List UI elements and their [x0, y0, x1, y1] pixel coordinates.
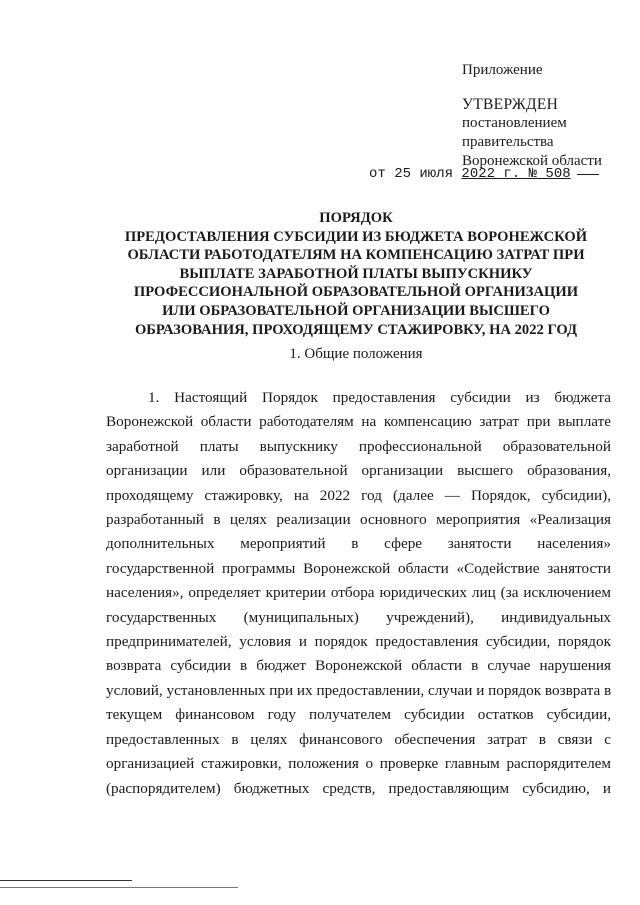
body-line: предоставленных в целях финансового обеспечения затрат в связи с [106, 730, 611, 748]
approved-by-line: Воронежской области [462, 153, 602, 169]
body-line: разработанный в целях реализации основного мероприятия «Реализация [106, 511, 611, 529]
footer-rule [0, 887, 238, 888]
approved-by-line: правительства [462, 134, 554, 150]
body-line: проходящему стажировку, на 2022 год (далее — Порядок, субсидии), [106, 486, 611, 504]
body-line: дополнительных мероприятий в сфере занятости населения» [106, 535, 611, 553]
body-paragraph [106, 386, 611, 801]
body-line: (распорядителем) бюджетных средств, предоставляющим субсидию, и [106, 779, 611, 797]
body-line: государственной программы Воронежской области «Содействие занятости [106, 559, 611, 577]
body-line: предпринимателей, условия и порядок предоставления субсидии, порядок [106, 633, 611, 651]
body-line: организации или образовательной организации высшего образования, [106, 462, 611, 480]
title-line: ПРЕДОСТАВЛЕНИЯ СУБСИДИИ ИЗ БЮДЖЕТА ВОРОНЕЖСКОЙ [124, 228, 588, 245]
body-line: заработной платы выпускнику профессиональной образовательной [106, 437, 611, 455]
approved-by-line: постановлением [462, 115, 567, 131]
approval-date-line [369, 166, 599, 182]
title-line: ВЫПЛАТЕ ЗАРАБОТНОЙ ПЛАТЫ ВЫПУСКНИКУ [179, 265, 533, 282]
body-line: текущем финансовом году получателем субсидии остатков субсидии, [106, 706, 611, 724]
body-line: организацией стажировки, положения о проверке главным распорядителем [106, 755, 611, 773]
section-heading: 1. Общие положения [289, 346, 423, 362]
title-line: ОБРАЗОВАНИЯ, ПРОХОДЯЩЕМУ СТАЖИРОВКУ, НА 2022 ГОД [134, 321, 578, 338]
title-line: ИЛИ ОБРАЗОВАТЕЛЬНОЙ ОРГАНИЗАЦИИ ВЫСШЕГО [162, 302, 550, 319]
body-line: Воронежской области работодателям на компенсацию затрат при выплате [106, 413, 611, 431]
document-title [106, 209, 606, 339]
body-line: 1. Настоящий Порядок предоставления субсидии из бюджета [148, 389, 611, 406]
approval-block [462, 95, 602, 171]
date-prefix: от 25 июля [369, 166, 454, 182]
body-line: населения», определяет критерии отбора юридических лиц (за исключением [106, 584, 611, 602]
approved-label: УТВЕРЖДЕН [462, 96, 559, 113]
body-line: возврата субсидии в бюджет Воронежской области в случае нарушения [106, 657, 611, 675]
signature-blank [577, 174, 599, 175]
body-line: условий, установленных при их предоставлении, случаи и порядок возврата в [106, 681, 612, 699]
title-line: ПРОФЕССИОНАЛЬНОЙ ОБРАЗОВАТЕЛЬНОЙ ОРГАНИЗАЦИИ [133, 284, 579, 301]
title-line: ОБЛАСТИ РАБОТОДАТЕЛЯМ НА КОМПЕНСАЦИЮ ЗАТРАТ ПРИ [127, 247, 585, 264]
appendix-label: Приложение [462, 62, 543, 78]
date-number: 2022 г. № 508 [461, 166, 571, 182]
footer-rule [0, 880, 132, 881]
body-line: государственных (муниципальных) учреждений), индивидуальных [106, 608, 611, 626]
title-line: ПОРЯДОК [319, 210, 393, 226]
